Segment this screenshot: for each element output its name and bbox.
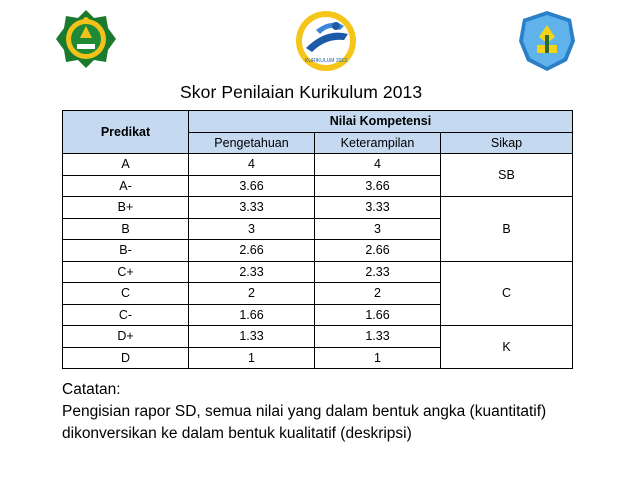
table-row <box>63 326 573 348</box>
predikat-cell: D <box>63 347 189 369</box>
note-line-1: Pengisian rapor SD, semua nilai yang dalam bentuk angka (kuantitatif) <box>62 403 547 420</box>
predikat-cell: B+ <box>63 197 189 219</box>
keterampilan-cell: 4 <box>315 154 441 176</box>
kurikulum-2013-icon <box>292 8 360 74</box>
predikat-cell: C+ <box>63 261 189 283</box>
header-nilai-kompetensi: Nilai Kompetensi <box>189 111 573 133</box>
note-section <box>62 379 546 445</box>
keterampilan-cell: 2 <box>315 283 441 305</box>
kurikulum-2013-logo <box>292 8 360 74</box>
predikat-cell: B- <box>63 240 189 262</box>
pengetahuan-cell: 1 <box>189 347 315 369</box>
table-row <box>63 197 573 219</box>
sikap-cell: SB <box>441 154 573 197</box>
keterampilan-cell: 3 <box>315 218 441 240</box>
header-keterampilan: Keterampilan <box>315 132 441 154</box>
pengetahuan-cell: 2.33 <box>189 261 315 283</box>
sikap-cell: C <box>441 261 573 326</box>
header-pengetahuan: Pengetahuan <box>189 132 315 154</box>
pengetahuan-cell: 3 <box>189 218 315 240</box>
header-sikap: Sikap <box>441 132 573 154</box>
note-heading: Catatan: <box>62 381 121 398</box>
pengetahuan-cell: 2 <box>189 283 315 305</box>
keterampilan-cell: 2.66 <box>315 240 441 262</box>
predikat-cell: B <box>63 218 189 240</box>
header-predikat: Predikat <box>63 111 189 154</box>
tut-wuri-handayani-icon <box>515 9 579 73</box>
table-row <box>63 154 573 176</box>
pengetahuan-cell: 1.66 <box>189 304 315 326</box>
predikat-cell: A <box>63 154 189 176</box>
score-table <box>62 110 573 369</box>
predikat-cell: A- <box>63 175 189 197</box>
keterampilan-cell: 2.33 <box>315 261 441 283</box>
keterampilan-cell: 1.66 <box>315 304 441 326</box>
predikat-cell: D+ <box>63 326 189 348</box>
table-row <box>63 261 573 283</box>
keterampilan-cell: 3.66 <box>315 175 441 197</box>
pengetahuan-cell: 2.66 <box>189 240 315 262</box>
predikat-cell: C- <box>63 304 189 326</box>
tut-wuri-handayani-logo <box>515 9 579 73</box>
sikap-cell: B <box>441 197 573 262</box>
keterampilan-cell: 3.33 <box>315 197 441 219</box>
keterampilan-cell: 1 <box>315 347 441 369</box>
kemenag-emblem-icon <box>55 8 117 70</box>
kurikulum-2013-label: KURIKULUM 2013 <box>305 58 347 64</box>
predikat-cell: C <box>63 283 189 305</box>
note-line-2: dikonversikan ke dalam bentuk kualitatif (deskripsi) <box>62 425 412 442</box>
keterampilan-cell: 1.33 <box>315 326 441 348</box>
pengetahuan-cell: 3.66 <box>189 175 315 197</box>
kemenag-emblem-logo <box>55 8 117 70</box>
page-title: Skor Penilaian Kurikulum 2013 <box>180 82 423 102</box>
sikap-cell: K <box>441 326 573 369</box>
pengetahuan-cell: 1.33 <box>189 326 315 348</box>
pengetahuan-cell: 3.33 <box>189 197 315 219</box>
pengetahuan-cell: 4 <box>189 154 315 176</box>
